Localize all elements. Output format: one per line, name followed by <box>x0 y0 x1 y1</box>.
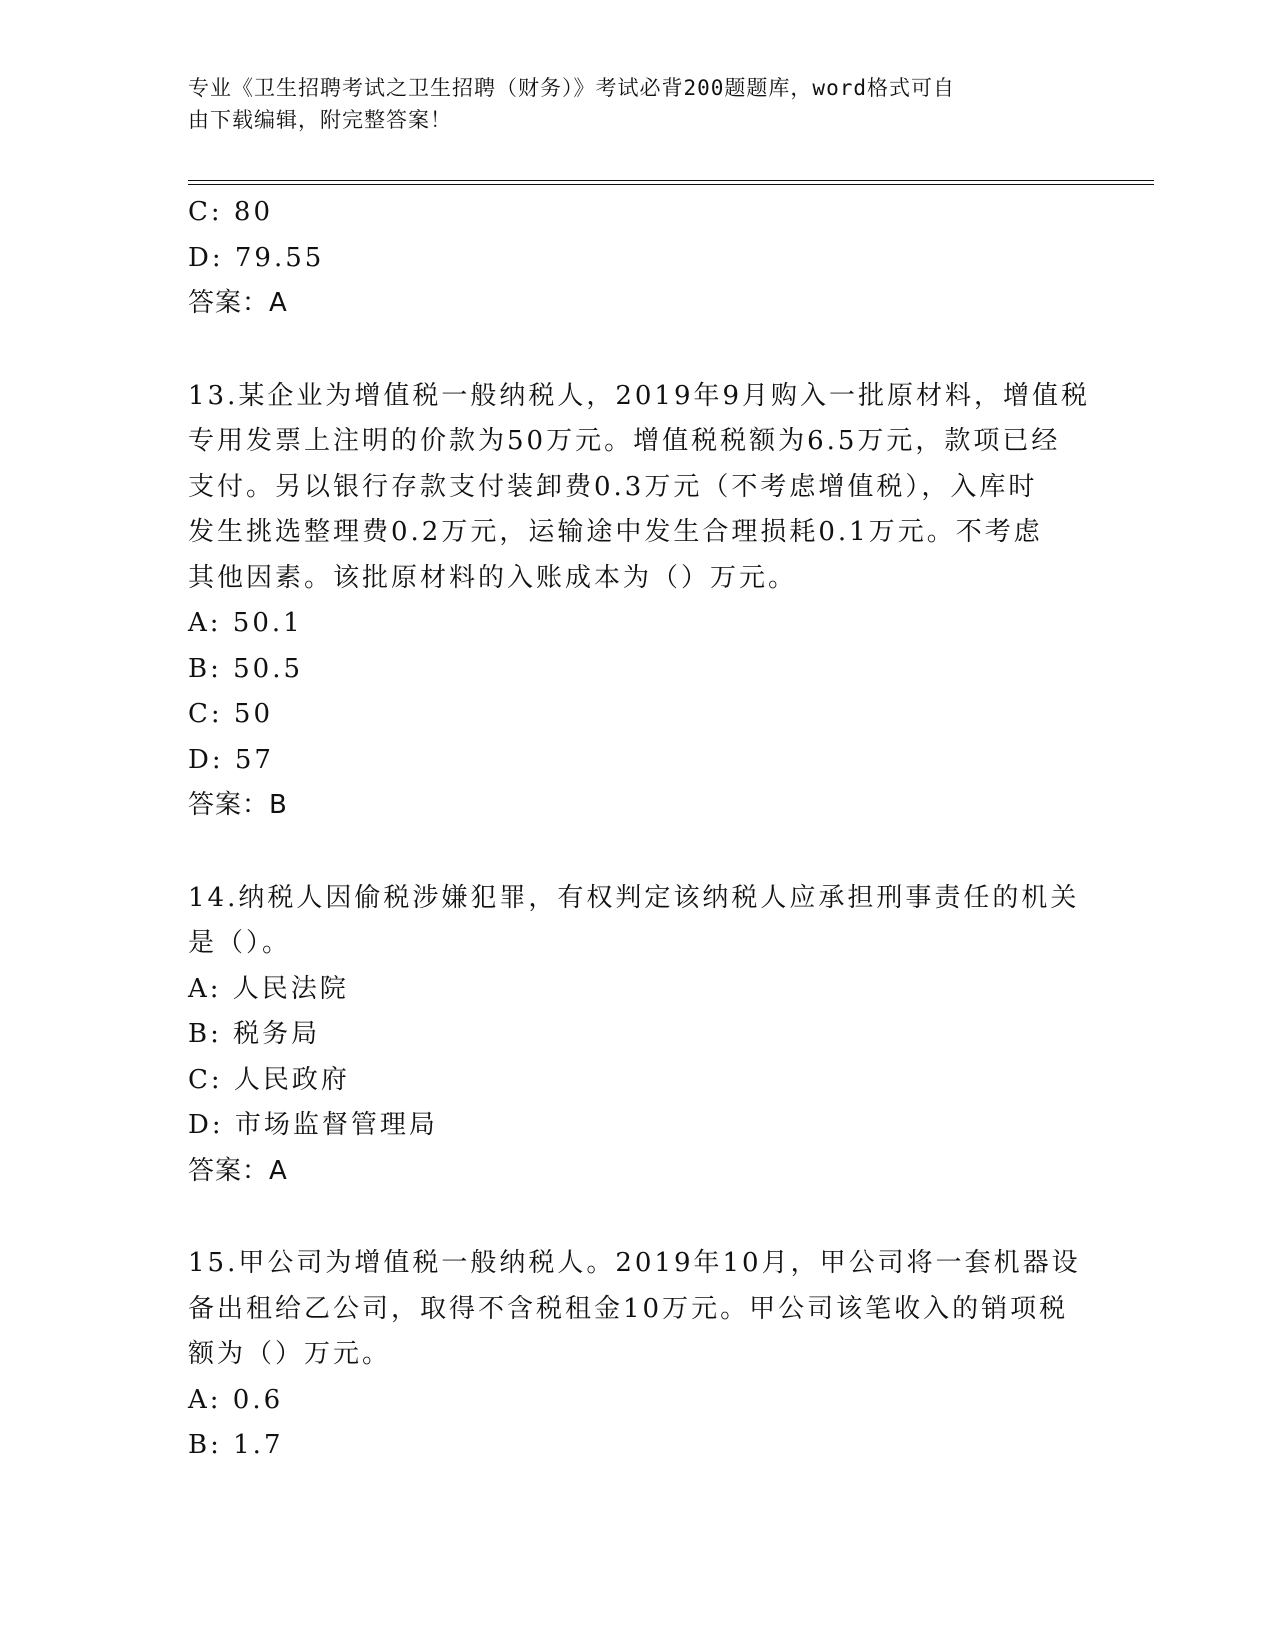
header-line-1: 专业《卫生招聘考试之卫生招聘（财务）》考试必背200题题库，word格式可自 <box>188 76 955 100</box>
option-c: C: 人民政府 <box>188 1064 350 1095</box>
option-d: D: 79.55 <box>188 242 325 273</box>
question-text-line: 发生挑选整理费0.2万元，运输途中发生合理损耗0.1万元。不考虑 <box>188 517 1043 547</box>
previous-question-tail <box>188 190 1088 327</box>
option-c: C: 50 <box>188 699 274 729</box>
header-line-2: 由下载编辑，附完整答案！ <box>188 108 452 132</box>
question-text-line: 支付。另以银行存款支付装卸费0.3万元（不考虑增值税），入库时 <box>188 471 1038 502</box>
question-text-line: 13.某企业为增值税一般纳税人，2019年9月购入一批原材料，增值税 <box>188 380 1091 411</box>
question-text-line: 是（）。 <box>188 928 292 958</box>
question-text-line: 15.甲公司为增值税一般纳税人。2019年10月，甲公司将一套机器设 <box>188 1248 1081 1278</box>
answer-line: 答案：A <box>188 288 288 318</box>
option-b: B: 税务局 <box>188 1019 321 1049</box>
header-divider-top <box>188 180 1154 181</box>
document-header <box>188 72 1088 136</box>
option-d: D: 57 <box>188 744 274 775</box>
spacer <box>188 829 1088 876</box>
answer-line: 答案：B <box>188 790 288 820</box>
option-d: D: 市场监督管理局 <box>188 1110 438 1140</box>
option-a: A: 0.6 <box>188 1384 284 1415</box>
question-text-line: 专用发票上注明的价款为50万元。增值税税额为6.5万元，款项已经 <box>188 426 1061 456</box>
question-text-line: 备出租给乙公司，取得不含税租金10万元。甲公司该笔收入的销项税 <box>188 1293 1069 1324</box>
question-content <box>188 190 1091 1469</box>
option-a: A: 人民法院 <box>188 973 349 1004</box>
option-b: B: 50.5 <box>188 653 304 684</box>
question-14 <box>188 876 1088 1195</box>
question-text-line: 其他因素。该批原材料的入账成本为（）万元。 <box>188 562 798 593</box>
question-13 <box>188 374 1091 829</box>
option-c: C: 80 <box>188 197 274 227</box>
answer-line: 答案：A <box>188 1155 288 1186</box>
question-text-line: 14.纳税人因偷税涉嫌犯罪，有权判定该纳税人应承担刑事责任的机关 <box>188 882 1080 913</box>
spacer <box>188 327 1088 374</box>
option-a: A: 50.1 <box>188 608 303 638</box>
question-text-line: 额为（）万元。 <box>188 1339 392 1369</box>
option-b: B: 1.7 <box>188 1430 284 1460</box>
question-15 <box>188 1241 1088 1469</box>
spacer <box>188 1194 1088 1241</box>
header-divider-bottom <box>188 184 1154 185</box>
